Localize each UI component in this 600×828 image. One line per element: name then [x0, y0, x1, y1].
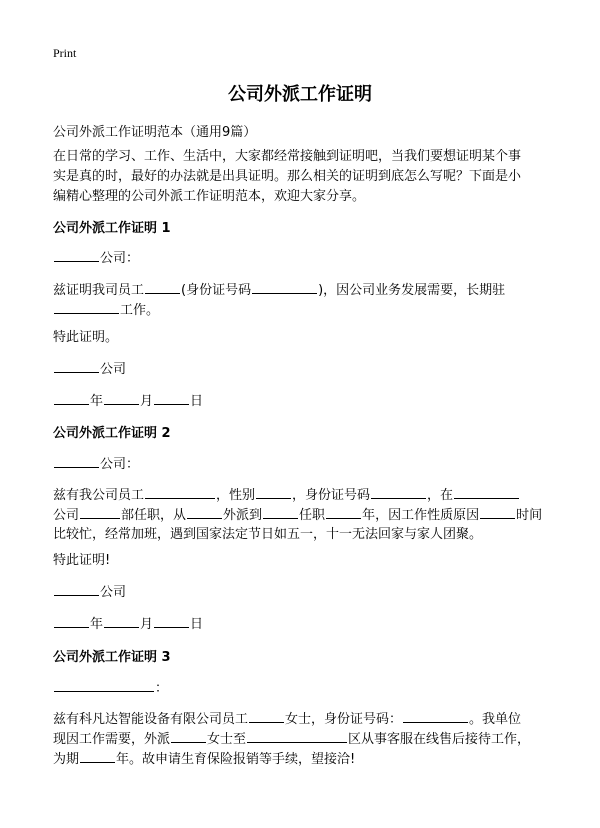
section-1-signature: 公司: [53, 359, 553, 380]
blank-line: [403, 709, 468, 723]
blank-line: [145, 280, 180, 294]
intro-line: 编精心整理的公司外派工作证明范本，欢迎大家分享。: [53, 189, 366, 204]
section-3-body: 兹有科凡达智能设备有限公司员工 女士，身份证号码： 。我单位 现因工作需要，外派 女士至 区从事客服在线售后接待工作， 为期 年。故申请生育保险报销等手续，望接洽!: [53, 709, 553, 769]
blank-line: [54, 454, 99, 468]
section-2-heading: 公司外派工作证明 2: [53, 426, 171, 441]
print-link[interactable]: Print: [53, 46, 77, 60]
section-3-heading: 公司外派工作证明 3: [53, 650, 171, 665]
blank-line: [80, 505, 120, 519]
section-1-closing: 特此证明。: [53, 330, 119, 345]
section-2-body: 兹有我公司员工 ，性别 ，身份证号码 ，在 公司 部任职，从 外派到 任职 年，因工作性质原因 时间 比较忙，经常加班，遇到国家法定节日如五一，十一无法回家与家人团聚。: [53, 485, 553, 545]
blank-line: [54, 614, 89, 628]
blank-line: [480, 505, 515, 519]
intro-paragraph: [53, 147, 553, 207]
blank-line: [104, 391, 139, 405]
section-1-body: 兹证明我司员工 (身份证号码 )，因公司业务发展需要，长期驻 工作。: [53, 280, 553, 320]
blank-line: [249, 709, 284, 723]
blank-line: [256, 485, 291, 499]
section-2-closing: 特此证明!: [53, 553, 111, 568]
blank-line: [54, 359, 99, 373]
section-1-addressee: 公司：: [53, 248, 553, 269]
blank-line: [54, 582, 99, 596]
blank-line: [263, 505, 298, 519]
document-title: 公司外派工作证明: [228, 84, 372, 105]
blank-line: [252, 280, 317, 294]
section-1-date: 年 月 日: [53, 391, 553, 412]
blank-line: [145, 485, 215, 499]
blank-line: [154, 391, 189, 405]
blank-line: [454, 485, 519, 499]
section-2-signature: 公司: [53, 582, 553, 603]
blank-line: [80, 749, 115, 763]
blank-line: [54, 300, 119, 314]
intro-line: 在日常的学习、工作、生活中，大家都经常接触到证明吧，当我们要想证明某个事: [53, 149, 522, 164]
blank-line: [104, 614, 139, 628]
document-subtitle: 公司外派工作证明范本（通用9篇）: [53, 125, 257, 140]
section-1-heading: 公司外派工作证明 1: [53, 221, 171, 236]
section-2-addressee: 公司：: [53, 454, 553, 475]
blank-line: [54, 678, 154, 692]
section-3-addressee: ：: [53, 678, 553, 699]
blank-line: [326, 505, 361, 519]
blank-line: [171, 729, 206, 743]
section-2-date: 年 月 日: [53, 614, 553, 635]
intro-line: 实是真的时，最好的办法就是出具证明。那么相关的证明到底怎么写呢？下面是小: [53, 169, 522, 184]
blank-line: [154, 614, 189, 628]
blank-line: [187, 505, 222, 519]
blank-line: [371, 485, 426, 499]
blank-line: [54, 391, 89, 405]
blank-line: [247, 729, 347, 743]
blank-line: [54, 248, 99, 262]
